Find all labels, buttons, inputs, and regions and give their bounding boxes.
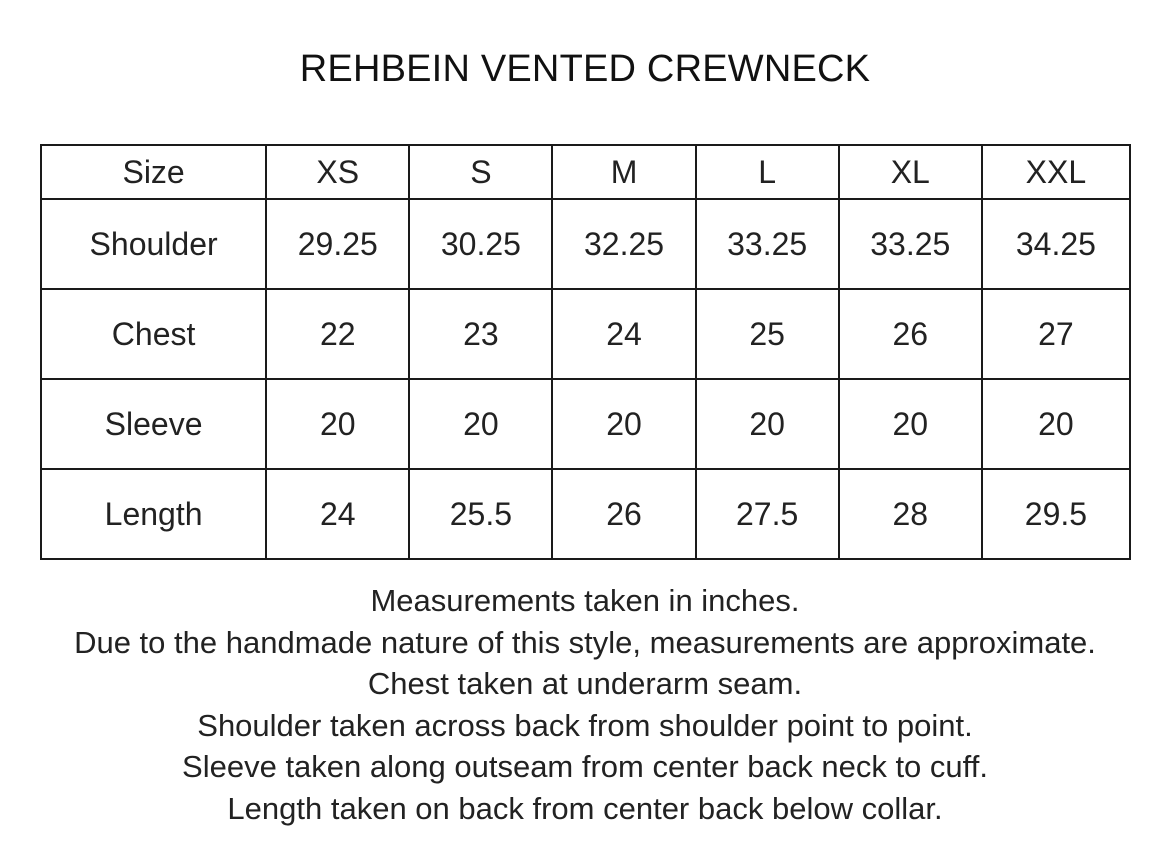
- table-cell: 33.25: [696, 199, 839, 289]
- table-cell: 20: [552, 379, 695, 469]
- measurement-notes: [0, 580, 1170, 829]
- header-xxl: XXL: [982, 145, 1130, 199]
- note-line: Chest taken at underarm seam.: [367, 666, 803, 701]
- row-label: Sleeve: [41, 379, 266, 469]
- table-cell: 20: [982, 379, 1130, 469]
- header-xl: XL: [839, 145, 982, 199]
- row-label: Chest: [41, 289, 266, 379]
- note-line: Due to the handmade nature of this style, measurements are approximate.: [74, 624, 1096, 660]
- table-cell: 22: [266, 289, 409, 379]
- table-cell: 25: [696, 289, 839, 379]
- table-cell: 23: [409, 289, 552, 379]
- note-line: Sleeve taken along outseam from center back neck to cuff.: [182, 749, 988, 784]
- table-row-chest: [41, 289, 1130, 379]
- table-row-sleeve: [41, 379, 1130, 469]
- table-header-row: [41, 145, 1130, 199]
- table-cell: 32.25: [552, 199, 695, 289]
- table-cell: 20: [266, 379, 409, 469]
- note-line: Shoulder taken across back from shoulder point to point.: [197, 707, 973, 743]
- table-cell: 34.25: [982, 199, 1130, 289]
- row-label: Length: [41, 469, 266, 559]
- table-cell: 20: [696, 379, 839, 469]
- note-line: Measurements taken in inches.: [370, 583, 800, 618]
- note-line: Length taken on back from center back below collar.: [227, 790, 943, 826]
- table-cell: 20: [409, 379, 552, 469]
- header-size: Size: [41, 145, 266, 199]
- table-cell: 29.5: [982, 469, 1130, 559]
- row-label: Shoulder: [41, 199, 266, 289]
- header-xs: XS: [266, 145, 409, 199]
- table-cell: 24: [552, 289, 695, 379]
- header-m: M: [552, 145, 695, 199]
- table-cell: 26: [839, 289, 982, 379]
- table-cell: 33.25: [839, 199, 982, 289]
- page-title: REHBEIN VENTED CREWNECK: [299, 48, 871, 90]
- table-cell: 28: [839, 469, 982, 559]
- header-l: L: [696, 145, 839, 199]
- table-row-length: [41, 469, 1130, 559]
- table-cell: 27.5: [696, 469, 839, 559]
- table-cell: 24: [266, 469, 409, 559]
- size-chart-table: [40, 144, 1131, 560]
- table-row-shoulder: [41, 199, 1130, 289]
- table-cell: 29.25: [266, 199, 409, 289]
- table-cell: 25.5: [409, 469, 552, 559]
- table-cell: 20: [839, 379, 982, 469]
- header-s: S: [409, 145, 552, 199]
- table-cell: 30.25: [409, 199, 552, 289]
- table-cell: 27: [982, 289, 1130, 379]
- table-cell: 26: [552, 469, 695, 559]
